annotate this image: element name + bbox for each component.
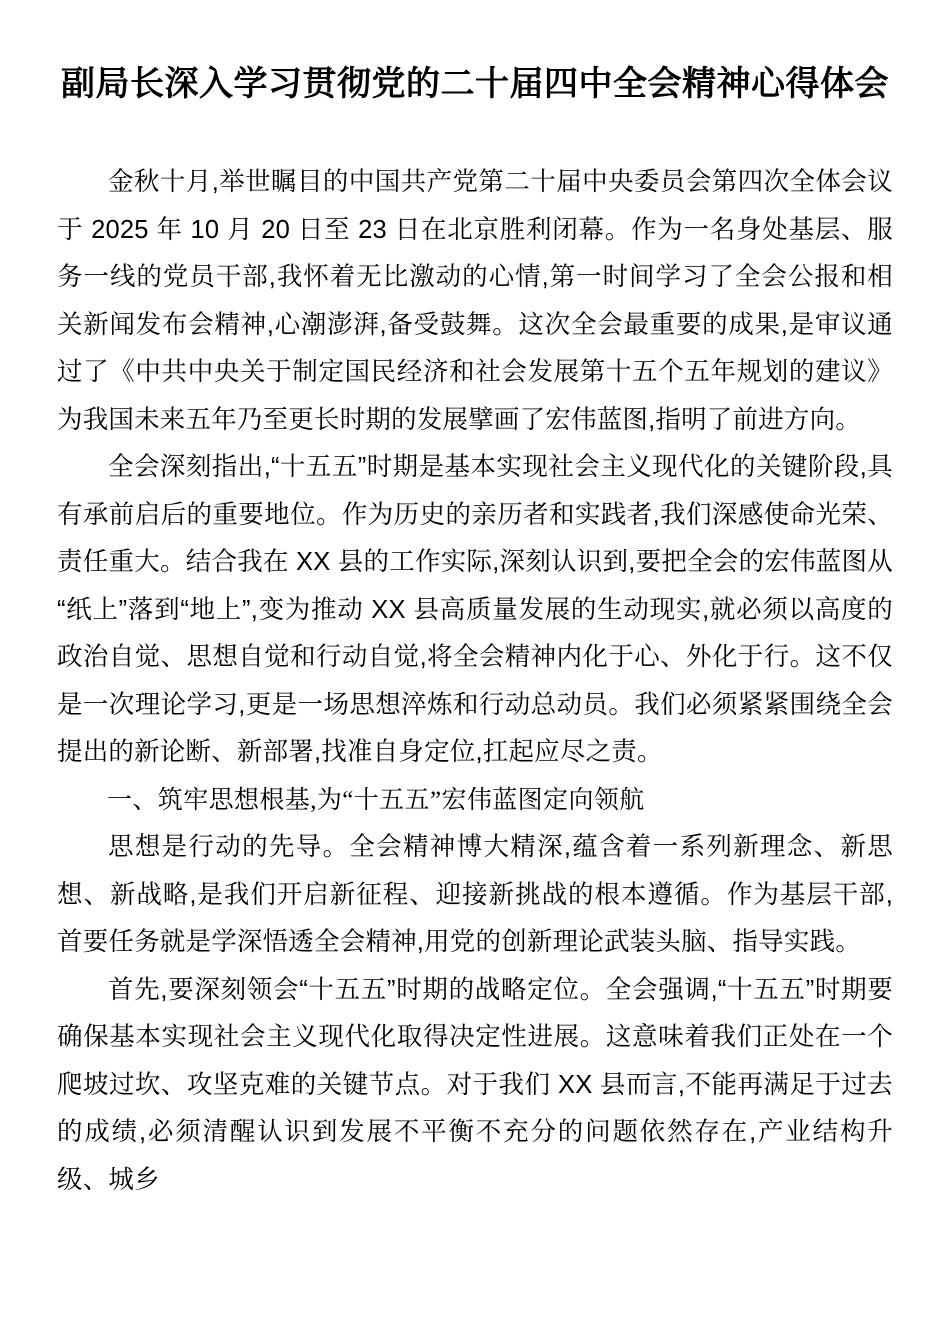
body-paragraph-1: 金秋十月,举世瞩目的中国共产党第二十届中央委员会第四次全体会议于 2025 年 10 月 20 日至 23 日在北京胜利闭幕。作为一名身处基层、服务一线的党员干部,我怀着无比激动的心情,第一时间学习了全会公报和相关新闻发布会精神,心潮澎湃,备受鼓舞。这次全会最重要的成果,是审议通过了《中共中央关于制定国民经济和社会发展第十五个五年规划的建议》为我国未来五年乃至更长时期的发展擘画了宏伟蓝图,指明了前进方向。 <box>57 168 893 434</box>
body-paragraph-4: 首先,要深刻领会“十五五”时期的战略定位。全会强调,“十五五”时期要确保基本实现社会主义现代化取得决定性进展。这意味着我们正处在一个爬坡过坎、攻坚克难的关键节点。对于我们 XX 县而言,不能再满足于过去的成绩,必须清醒认识到发展不平衡不充分的问题依然存在,产业结构升级、城乡 <box>57 975 893 1194</box>
body-paragraph-2: 全会深刻指出,“十五五”时期是基本实现社会主义现代化的关键阶段,具有承前启后的重要地位。作为历史的亲历者和实践者,我们深感使命光荣、责任重大。结合我在 XX 县的工作实际,深刻认识到,要把全会的宏伟蓝图从“纸上”落到“地上”,变为推动 XX 县高质量发展的生动现实,就必须以高度的政治自觉、思想自觉和行动自觉,将全会精神内化于心、外化于行。这不仅是一次理论学习,更是一场思想淬炼和行动总动员。我们必须紧紧围绕全会提出的新论断、新部署,找准自身定位,扛起应尽之责。 <box>57 453 893 766</box>
page-title: 副局长深入学习贯彻党的二十届四中全会精神心得体会 <box>61 65 889 103</box>
document-body <box>57 159 893 1204</box>
body-paragraph-3: 思想是行动的先导。全会精神博大精深,蕴含着一系列新理念、新思想、新战略,是我们开启新征程、迎接新挑战的根本遵循。作为基层干部,首要任务就是学深悟透全会精神,用党的创新理论武装头脑、指导实践。 <box>57 833 893 956</box>
section-heading-1: 一、筑牢思想根基,为“十五五”宏伟蓝图定向领航 <box>107 786 645 814</box>
